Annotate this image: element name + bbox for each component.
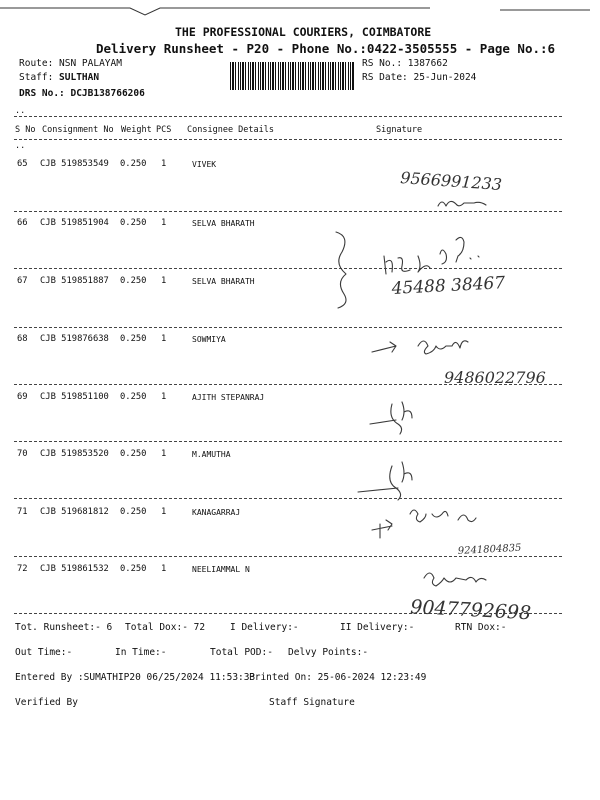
company-title: THE PROFESSIONAL COURIERS, COIMBATORE <box>175 25 432 39</box>
row-consignment: CJB 519851904 <box>40 218 109 228</box>
row-sno: 72 <box>17 564 28 574</box>
out-time: Out Time:- <box>15 647 73 658</box>
row-weight: 0.250 <box>120 159 147 169</box>
small-dots: .. <box>15 106 26 116</box>
row-pcs: 1 <box>161 276 167 286</box>
row-consignee: SELVA BHARATH <box>192 219 255 228</box>
row-weight: 0.250 <box>120 218 147 228</box>
row-sno: 65 <box>17 159 28 169</box>
row-consignment: CJB 519876638 <box>40 334 109 344</box>
col-consignment: Consignment No <box>42 125 114 135</box>
row-pcs: 1 <box>161 564 167 574</box>
rs-number: RS No.: 1387662 <box>362 58 448 69</box>
staff-signature: Staff Signature <box>269 697 355 708</box>
row-pcs: 1 <box>161 218 167 228</box>
row-weight: 0.250 <box>120 392 147 402</box>
row-pcs: 1 <box>161 449 167 459</box>
in-time: In Time:- <box>115 647 167 658</box>
handwritten-phone-71: 9241804835 <box>457 542 522 557</box>
arrow-mark-71 <box>372 520 392 538</box>
total-dox: Total Dox:- 72 <box>125 622 206 633</box>
i-delivery: I Delivery:- <box>230 622 299 633</box>
row-sno: 69 <box>17 392 28 402</box>
arrow-mark-68 <box>372 342 396 352</box>
row-sno: 68 <box>17 334 28 344</box>
signature-dots <box>470 256 479 259</box>
handwritten-phone-67: 45488 38467 <box>391 273 506 299</box>
row-consignment: CJB 519851100 <box>40 392 109 402</box>
row-consignment: CJB 519851887 <box>40 276 109 286</box>
row-sno: 67 <box>17 276 28 286</box>
signature-scribble-72 <box>424 573 486 586</box>
drs-label: DRS No.: <box>19 88 71 99</box>
col-sno: S No <box>15 125 36 135</box>
tot-runsheet: Tot. Runsheet:- 6 <box>15 622 113 633</box>
handwritten-phone-72: 9047792698 <box>409 596 532 625</box>
row-consignee: VIVEK <box>192 160 217 169</box>
staff-value: SULTHAN <box>59 72 100 83</box>
row-pcs: 1 <box>161 159 167 169</box>
row-consignee: SOWMIYA <box>192 335 226 344</box>
small-dots: .. <box>15 141 26 151</box>
row-weight: 0.250 <box>120 507 147 517</box>
row-sno: 71 <box>17 507 28 517</box>
row-pcs: 1 <box>161 334 167 344</box>
entered-by: Entered By :SUMATHIP20 06/25/2024 11:53:33 <box>15 672 256 683</box>
route-text: Route: NSN PALAYAM <box>19 58 122 69</box>
rtn-dox: RTN Dox:- <box>455 622 507 633</box>
row-pcs: 1 <box>161 507 167 517</box>
signature-scribble-65 <box>438 201 486 206</box>
handwritten-phone-68: 9486022796 <box>444 368 546 387</box>
row-consignee: SELVA BHARATH <box>192 277 255 286</box>
brace-mark <box>336 232 346 308</box>
delvy-points: Delvy Points:- <box>288 647 369 658</box>
row-sno: 70 <box>17 449 28 459</box>
ii-delivery: II Delivery:- <box>340 622 415 633</box>
verified-by: Verified By <box>15 697 78 708</box>
row-weight: 0.250 <box>120 564 147 574</box>
total-pod: Total POD:- <box>210 647 273 658</box>
row-weight: 0.250 <box>120 449 147 459</box>
row-consignee: M.AMUTHA <box>192 450 231 459</box>
col-pcs: PCS <box>156 125 172 135</box>
row-consignment: CJB 519853520 <box>40 449 109 459</box>
signature-scribble-68 <box>418 341 468 354</box>
rs-date: RS Date: 25-Jun-2024 <box>362 72 477 83</box>
row-pcs: 1 <box>161 392 167 402</box>
signature-scribble-66 <box>384 237 464 274</box>
handwritten-phone-65: 9566991233 <box>399 168 503 195</box>
drs-value: DCJB138766206 <box>70 88 145 99</box>
col-weight: Weight <box>121 125 152 135</box>
staff-label: Staff: <box>19 72 60 83</box>
row-consignment: CJB 519861532 <box>40 564 109 574</box>
signature-scribble-70 <box>358 462 412 500</box>
runsheet-subtitle: Delivery Runsheet - P20 - Phone No.:0422-3505555 - Page No.:6 <box>96 41 556 56</box>
row-consignee: NEELIAMMAL N <box>192 565 250 574</box>
signature-scribble-69 <box>370 402 412 434</box>
col-consignee: Consignee Details <box>187 125 274 135</box>
row-consignment: CJB 519681812 <box>40 507 109 517</box>
row-consignee: AJITH STEPANRAJ <box>192 393 265 402</box>
row-consignee: KANAGARRAJ <box>192 508 241 517</box>
row-weight: 0.250 <box>120 276 147 286</box>
signature-scribble-71 <box>410 510 476 522</box>
col-signature: Signature <box>376 125 423 135</box>
row-consignment: CJB 519853549 <box>40 159 109 169</box>
row-sno: 66 <box>17 218 28 228</box>
printed-on: Printed On: 25-06-2024 12:23:49 <box>249 672 427 683</box>
row-weight: 0.250 <box>120 334 147 344</box>
